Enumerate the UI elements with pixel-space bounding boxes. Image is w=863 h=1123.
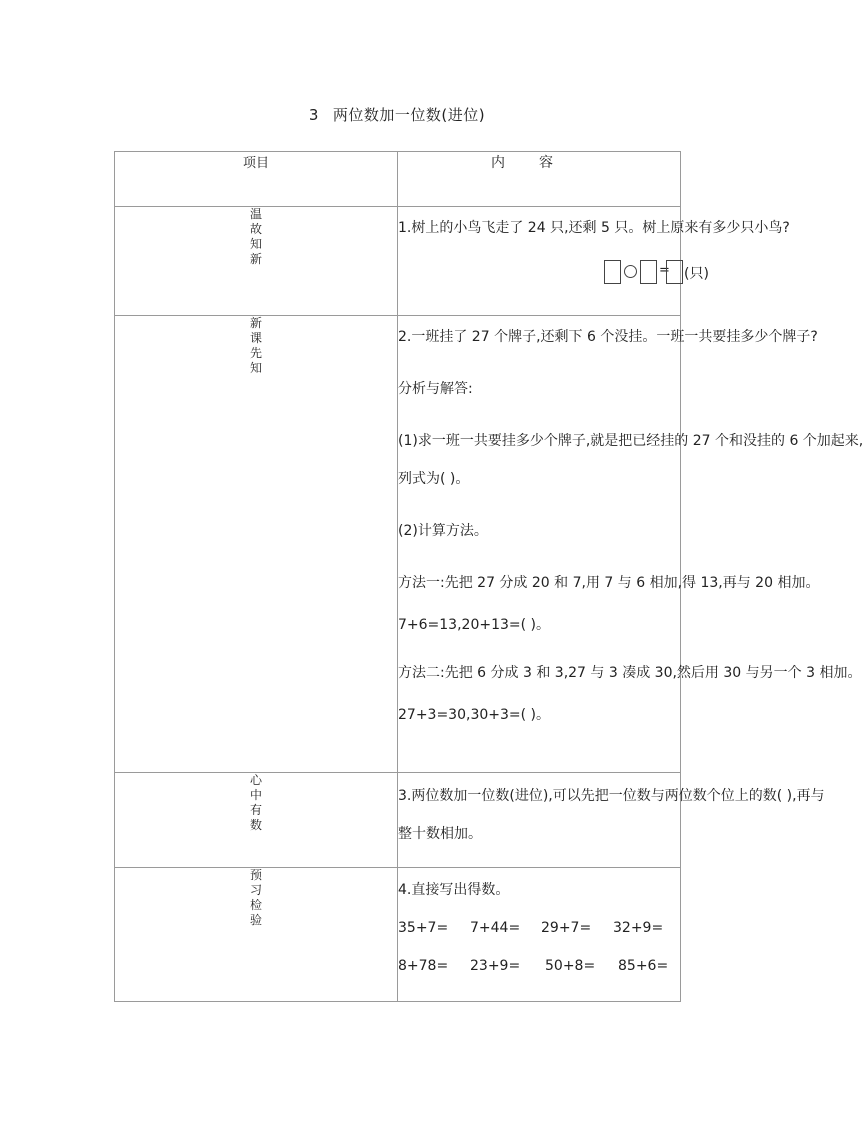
calc-item: 29+7= [541,920,592,936]
section-new-lesson [115,316,681,773]
header-main: 内容 [398,152,681,207]
section-label: 新课先知 [115,316,398,773]
section-content [398,773,825,868]
question-3-cont: 整十数相加。 [398,826,482,842]
calc-item: 23+9= [470,958,521,974]
answer-box[interactable] [604,260,621,284]
equals-sign: = [659,263,670,278]
calc-item: 35+7= [398,920,449,936]
calc-item: 32+9= [613,920,664,936]
section-content [398,316,863,773]
calc-item: 50+8= [545,958,596,974]
lesson-number: 3 [308,106,319,124]
expression-line: 列式为( )。 [398,471,470,487]
calc-item: 8+78= [398,958,449,974]
answer-box[interactable] [640,260,657,284]
analysis-heading: 分析与解答: [398,381,473,397]
calc-row [398,918,680,938]
equation-row [398,260,709,288]
calc-row [398,956,680,976]
method-two: 方法二:先把 6 分成 3 和 3,27 与 3 凑成 30,然后用 30 与另一个 3 相加。 [398,665,862,681]
operator-circle[interactable] [624,265,637,278]
worksheet-title [0,104,794,125]
lesson-title: 两位数加一位数(进位) [332,106,486,124]
section-review [115,207,681,316]
answer-box[interactable] [666,260,683,284]
section-label: 预习检验 [115,868,398,1002]
section-content [398,207,790,316]
section-label: 温故知新 [115,207,398,316]
question-4: 4.直接写出得数。 [398,882,510,898]
section-content [398,868,681,1002]
worksheet-table [114,151,863,1002]
question-2: 2.一班挂了 27 个牌子,还剩下 6 个没挂。一班一共要挂多少个牌子? [398,329,818,345]
section-label: 心中有数 [115,773,398,868]
question-1: 1.树上的小鸟飞走了 24 只,还剩 5 只。树上原来有多少只小鸟? [398,220,790,236]
question-3: 3.两位数加一位数(进位),可以先把一位数与两位数个位上的数( ),再与 [398,788,825,804]
calc-item: 85+6= [618,958,669,974]
method-two-calc: 27+3=30,30+3=( )。 [398,707,551,723]
unit-label: (只) [684,266,709,282]
header-row [115,152,681,207]
method-one-calc: 7+6=13,20+13=( )。 [398,617,551,633]
calc-item: 7+44= [470,920,521,936]
section-practice [115,868,681,1002]
header-side: 项目 [115,152,398,207]
section-summary [115,773,681,868]
analysis-step-1: (1)求一班一共要挂多少个牌子,就是把已经挂的 27 个和没挂的 6 个加起来, [398,433,863,449]
method-one: 方法一:先把 27 分成 20 和 7,用 7 与 6 相加,得 13,再与 20 相加。 [398,575,820,591]
analysis-step-2: (2)计算方法。 [398,523,488,539]
